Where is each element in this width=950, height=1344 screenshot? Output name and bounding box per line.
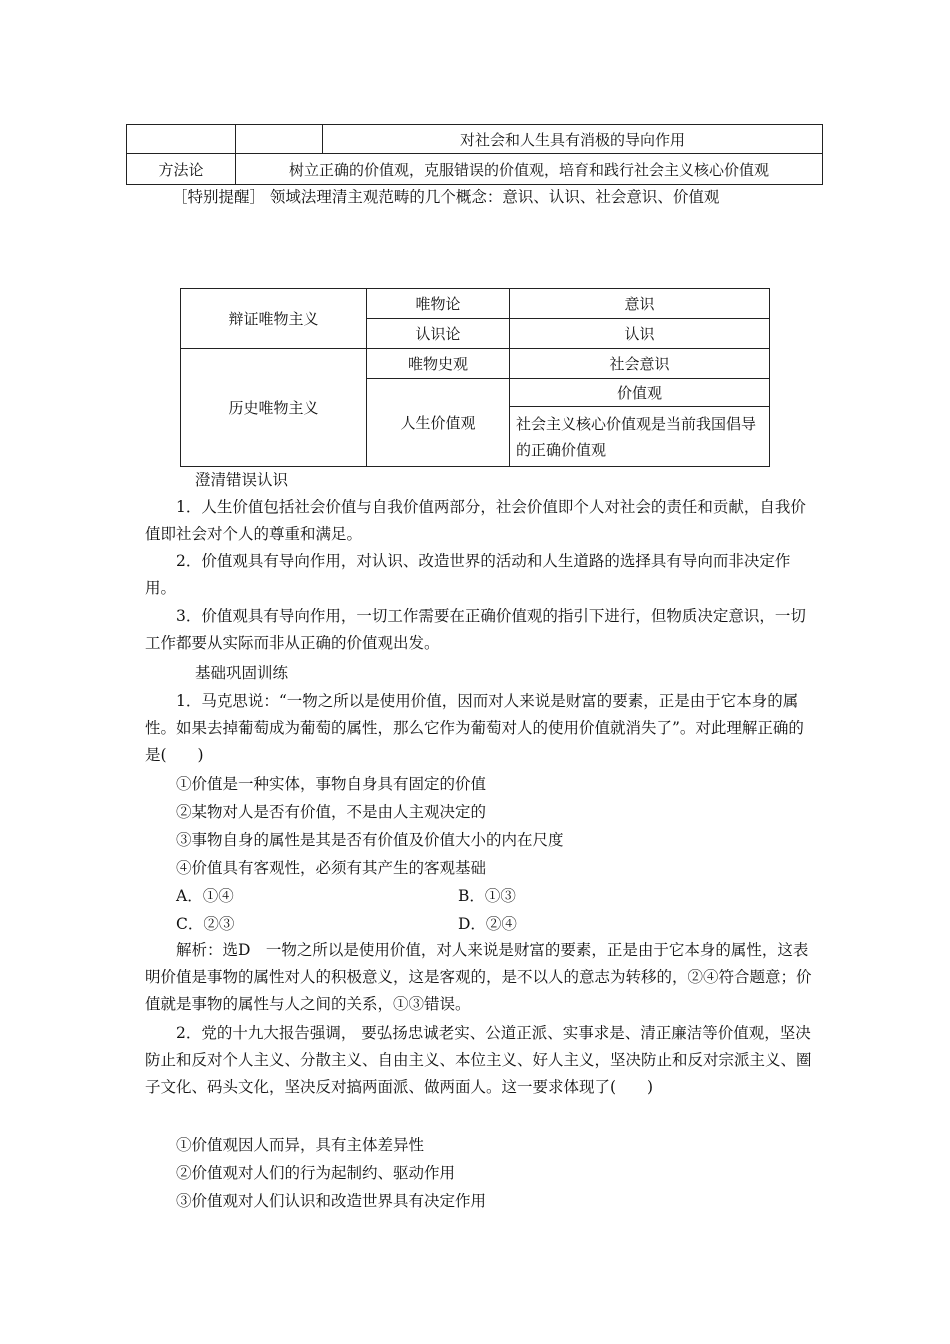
top-table-empty-cell xyxy=(127,125,236,154)
clarify-item-1: 1．人生价值包括社会价值与自我价值两部分，社会价值即个人对社会的责任和贡献，自我价值即社会对个人的尊重和满足。 xyxy=(145,498,806,543)
q2-stem: 2．党的十九大报告强调， 要弘扬忠诚老实、公道正派、实事求是、清正廉洁等价值观，坚决防止和反对个人主义、分散主义、自由主义、本位主义、好人主义，坚决防止和反对宗派主义、圈子文化、码头文化，坚决反对搞两面派、做两面人。这一要求体现了( ) xyxy=(145,1024,812,1096)
q2-option-1: ①价值观因人而异，具有主体差异性 xyxy=(176,1136,425,1154)
clarify-heading: 澄清错误认识 xyxy=(195,471,289,489)
clarify-item-3: 3．价值观具有导向作用，一切工作需要在正确价值观的指引下进行，但物质决定意识，一切工作都要从实际而非从正确的价值观出发。 xyxy=(145,607,806,652)
top-table-empty-cell xyxy=(236,125,323,154)
q2-option-2: ②价值观对人们的行为起制约、驱动作用 xyxy=(176,1164,456,1182)
q1-choice-b: B．①③ xyxy=(458,887,516,905)
top-table-negative-role: 对社会和人生具有消极的导向作用 xyxy=(323,125,823,154)
q1-option-2: ②某物对人是否有价值，不是由人主观决定的 xyxy=(176,803,487,821)
q1-analysis: 解析：选D 一物之所以是使用价值，对人来说是财富的要素，正是由于它本身的属性，这表明价值是事物的属性对人的积极意义，这是客观的，是不以人的意志为转移的，②④符合题意；价值就是事物的属性与人之间的关系，①③错误。 xyxy=(145,941,812,1013)
historical-materialism-cell: 历史唯物主义 xyxy=(181,349,367,467)
q1-choice-d: D．②④ xyxy=(458,915,517,933)
consciousness-cell: 意识 xyxy=(510,289,770,319)
life-value-cell: 人生价值观 xyxy=(367,379,510,467)
q1-option-3: ③事物自身的属性是其是否有价值及价值大小的内在尺度 xyxy=(176,831,564,849)
materialism-cell: 唯物论 xyxy=(367,289,510,319)
historical-view-cell: 唯物史观 xyxy=(367,349,510,379)
value-view-cell: 价值观 xyxy=(510,379,770,407)
top-table-methodology-text: 树立正确的价值观，克服错误的价值观，培育和践行社会主义核心价值观 xyxy=(236,154,823,185)
top-table-methodology-label: 方法论 xyxy=(127,154,236,185)
q1-option-4: ④价值具有客观性，必须有其产生的客观基础 xyxy=(176,859,487,877)
special-note: ［特别提醒］ 领域法理清主观范畴的几个概念：意识、认识、社会意识、价值观 xyxy=(172,188,720,206)
top-table xyxy=(126,124,823,185)
q1-choice-c: C．②③ xyxy=(176,915,235,933)
clarify-item-2: 2．价值观具有导向作用，对认识、改造世界的活动和人生道路的选择具有导向而非决定作用。 xyxy=(145,552,791,597)
q1-option-1: ①价值是一种实体，事物自身具有固定的价值 xyxy=(176,775,487,793)
cognition-cell: 认识 xyxy=(510,319,770,349)
social-consciousness-cell: 社会意识 xyxy=(510,349,770,379)
core-values-cell: 社会主义核心价值观是当前我国倡导的正确价值观 xyxy=(510,407,770,467)
q2-option-3: ③价值观对人们认识和改造世界具有决定作用 xyxy=(176,1192,487,1210)
dialectical-materialism-cell: 辩证唯物主义 xyxy=(181,289,367,349)
epistemology-cell: 认识论 xyxy=(367,319,510,349)
q1-stem: 1．马克思说：“一物之所以是使用价值，因而对人来说是财富的要素，正是由于它本身的属性。如果去掉葡萄成为葡萄的属性，那么它作为葡萄对人的使用价值就消失了”。对此理解正确的是( ) xyxy=(145,692,804,764)
training-heading: 基础巩固训练 xyxy=(195,664,289,682)
concept-table xyxy=(180,288,770,467)
q1-choice-a: A．①④ xyxy=(176,887,234,905)
